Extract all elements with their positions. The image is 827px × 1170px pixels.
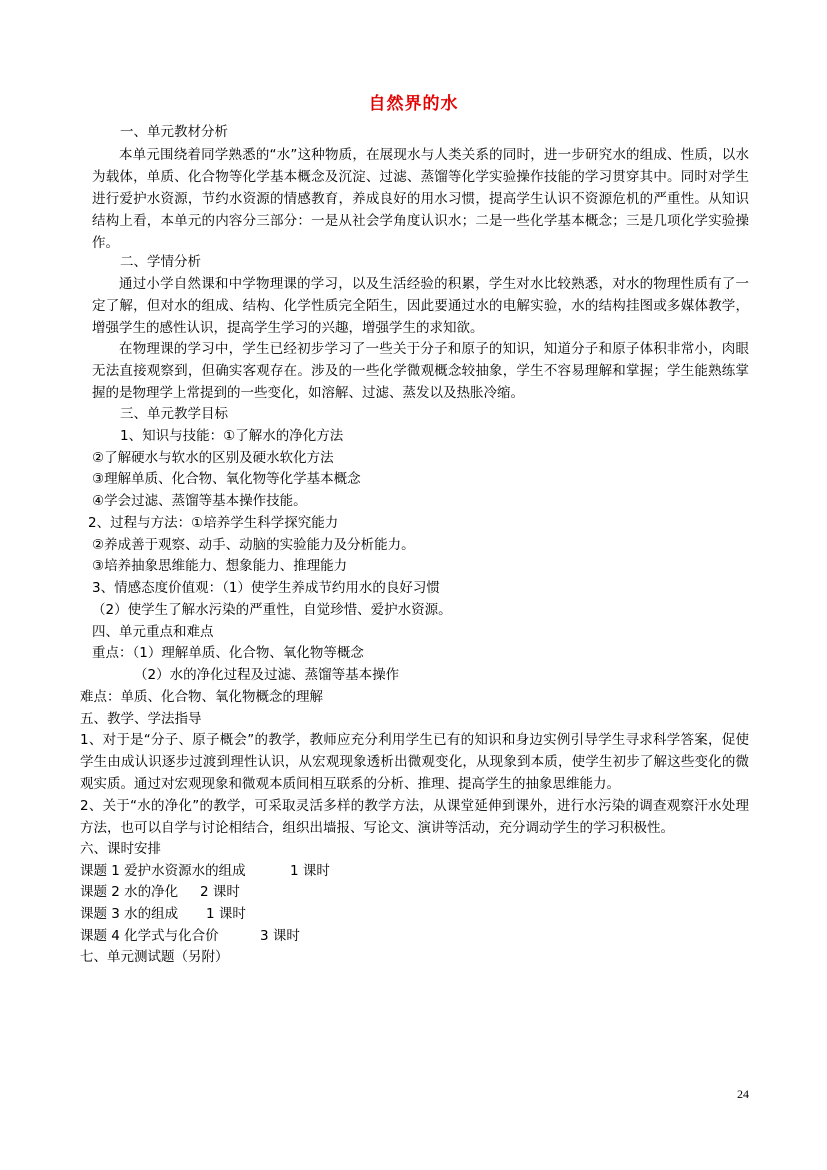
goal-line: ②了解硬水与软水的区别及硬水软化方法 [92, 450, 334, 466]
lesson-name: 课题 2 水的净化 [80, 884, 179, 900]
section-heading-key-points: 四、单元重点和难点 [92, 624, 214, 640]
goal-line: （2）使学生了解水污染的严重性，自觉珍惜、爱护水资源。 [92, 602, 452, 618]
lesson-hours: 1 课时 [290, 863, 330, 879]
section-heading-textbook-analysis: 一、单元教材分析 [120, 124, 228, 140]
goal-line: ③理解单质、化合物、氧化物等化学基本概念 [92, 471, 361, 487]
key-point-line: 重点：（1）理解单质、化合物、氧化物等概念 [92, 645, 364, 661]
student-analysis-paragraph-1: 通过小学自然课和中学物理课的学习，以及生活经验的积累，学生对水比较熟悉，对水的物理性质有了一定了解，但对水的组成、结构、化学性质完全陌生，因此要通过水的电解实验，水的结构挂图或多媒体教学，增强学生的感性认识，提高学生学习的兴趣，增强学生的求知欲。 [92, 276, 749, 336]
page-number: 24 [737, 1087, 749, 1101]
section-heading-schedule: 六、课时安排 [80, 841, 161, 857]
section-heading-student-analysis: 二、学情分析 [120, 254, 201, 270]
goal-line: ②养成善于观察、动手、动脑的实验能力及分析能力。 [92, 537, 415, 553]
lesson-hours: 1 课时 [206, 906, 246, 922]
goal-line: 1、知识与技能：①了解水的净化方法 [120, 428, 344, 444]
lesson-name: 课题 4 化学式与化合价 [80, 928, 219, 944]
section-heading-unit-test: 七、单元测试题（另附） [80, 949, 229, 965]
document-title: 自然界的水 [368, 94, 459, 114]
lesson-name: 课题 3 水的组成 [80, 906, 179, 922]
lesson-name: 课题 1 爱护水资源水的组成 [80, 863, 246, 879]
key-point-line: （2）水的净化过程及过滤、蒸馏等基本操作 [134, 667, 400, 683]
student-analysis-paragraph-2: 在物理课的学习中，学生已经初步学习了一些关于分子和原子的知识，知道分子和原子体积非常小，肉眼无法直接观察到，但确实客观存在。涉及的一些化学微观概念较抽象，学生不容易理解和掌握；学生能熟练掌握的是物理学上常提到的一些变化，如溶解、过滤、蒸发以及热胀冷缩。 [92, 341, 749, 401]
difficulty-line: 难点：单质、化合物、氧化物概念的理解 [80, 689, 323, 705]
section-heading-teaching-goals: 三、单元教学目标 [120, 406, 228, 422]
guidance-paragraph-1: 1、对于是“分子、原子概会”的教学，教师应充分利用学生已有的知识和身边实例引导学生寻求科学答案，促使学生由成认识逐步过渡到理性认识，从宏观现象透析出微观变化，从现象到本质，使学生初步了解这些变化的微观实质。通过对宏观现象和微观本质间相互联系的分析、推理、提高学生的抽象思维能力。 [80, 732, 749, 792]
goal-line: 2、过程与方法：①培养学生科学探究能力 [88, 515, 339, 531]
guidance-paragraph-2: 2、关于“水的净化”的教学，可采取灵活多样的教学方法，从课堂延伸到课外，进行水污染的调查观察汗水处理方法，也可以自学与讨论相结合，组织出墙报、写论文、演讲等活动，充分调动学生的学习积极性。 [80, 798, 749, 836]
goal-line: ④学会过滤、蒸馏等基本操作技能。 [92, 493, 307, 509]
textbook-analysis-paragraph: 本单元围绕着同学熟悉的“水”这种物质，在展现水与人类关系的同时，进一步研究水的组成、性质，以水为载体，单质、化合物等化学基本概念及沉淀、过滤、蒸馏等化学实验操作技能的学习贯穿其中。同时对学生进行爱护水资源，节约水资源的情感教育，养成良好的用水习惯，提高学生认识不资源危机的严重性。从知识结构上看，本单元的内容分三部分：一是从社会学角度认识水；二是一些化学基本概念；三是几项化学实验操作。 [92, 147, 749, 251]
lesson-hours: 2 课时 [200, 884, 240, 900]
lesson-hours: 3 课时 [260, 928, 300, 944]
goal-line: 3、情感态度价值观：（1）使学生养成节约用水的良好习惯 [92, 580, 440, 596]
goal-line: ③培养抽象思维能力、想象能力、推理能力 [92, 558, 348, 574]
section-heading-teaching-guidance: 五、教学、学法指导 [80, 711, 202, 727]
